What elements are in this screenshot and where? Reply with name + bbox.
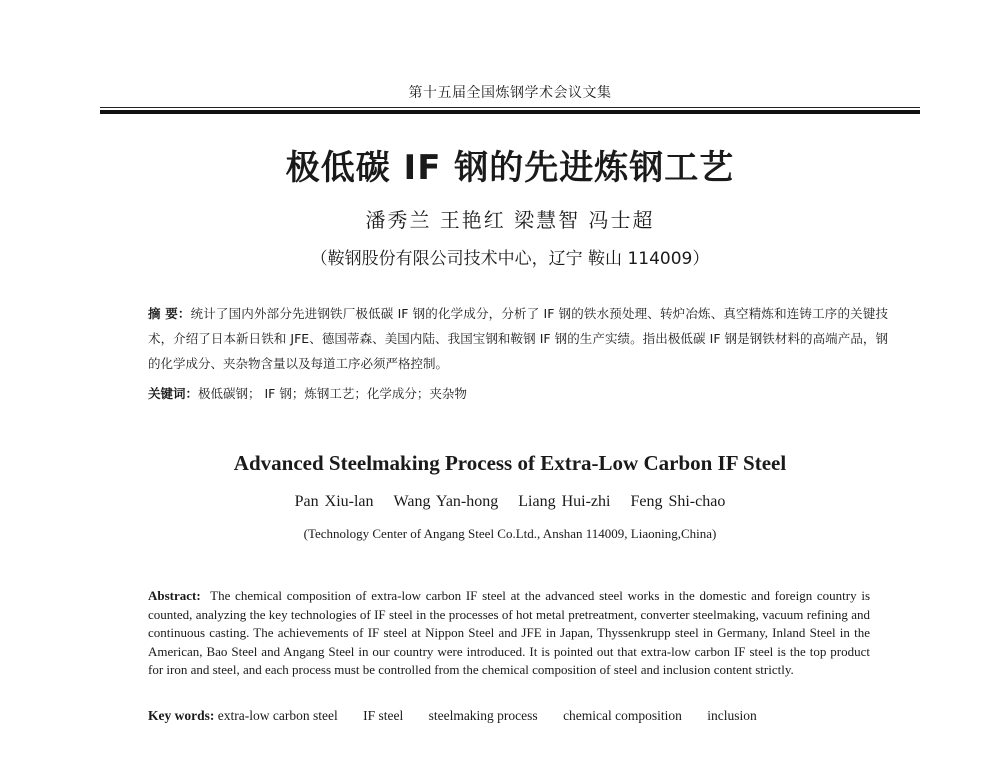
header-rule-thick [100,110,920,114]
english-abstract-label: Abstract: [148,588,201,603]
chinese-abstract [148,301,888,376]
chinese-keywords [148,384,888,404]
header-rule-thin [100,107,920,108]
keyword: IF steel [363,708,404,723]
keyword: chemical composition [563,708,682,723]
keyword: steelmaking process [428,708,538,723]
chinese-keywords-text: 极低碳钢； IF 钢；炼钢工艺；化学成分；夹杂物 [198,386,467,401]
keyword: inclusion [707,708,757,723]
running-header: 第十五届全国炼钢学术会议文集 [408,85,612,101]
author-name: Feng Shi-chao [630,493,726,510]
keyword: extra-low carbon steel [217,708,338,723]
author-name: Liang Hui-zhi [518,493,611,510]
english-abstract [148,587,870,680]
english-abstract-text: The chemical composition of extra-low carbon IF steel at the advanced steel works in the domestic and foreign country is counted, analyzing the key technologies of IF steel in the processes of hot metal pretreatment, converter steelmaking, vacuum refining and continuous casting. The achievements of IF steel at Nippon Steel and JFE in Japan, Thyssenkrupp steel in Germany, Inland Steel in the American, Bao Steel and Angang Steel in our country were introduced. It is pointed out that extra-low carbon IF steel is the top product for iron and steel, and each process must be controlled from the chemical composition of steel and inclusion content strictly. [148,588,870,677]
english-keywords [148,706,888,726]
chinese-keywords-label: 关键词： [148,386,199,401]
english-authors [100,493,920,511]
chinese-affiliation: （鞍钢股份有限公司技术中心，辽宁 鞍山 114009） [310,249,710,269]
english-keywords-label: Key words: [148,708,215,723]
chinese-abstract-label: 摘 要： [148,306,191,321]
english-affiliation: (Technology Center of Angang Steel Co.Ltd., Anshan 114009, Liaoning,China) [303,526,717,541]
chinese-authors: 潘秀兰 王艳红 梁慧智 冯士超 [365,208,655,232]
author-name: Wang Yan-hong [393,493,499,510]
english-title: Advanced Steelmaking Process of Extra-Low Carbon IF Steel [233,451,787,475]
chinese-title: 极低碳 IF 钢的先进炼钢工艺 [285,148,735,188]
chinese-abstract-text: 统计了国内外部分先进钢铁厂极低碳 IF 钢的化学成分，分析了 IF 钢的铁水预处理、转炉冶炼、真空精炼和连铸工序的关键技术，介绍了日本新日铁和 JFE、德国蒂森、美国内陆、我国宝钢和鞍钢 IF 钢的生产实绩。指出极低碳 IF 钢是钢铁材料的高端产品，钢的化学成分、夹杂物含量以及每道工序必须严格控制。 [148,306,889,371]
author-name: Pan Xiu-lan [294,493,374,510]
